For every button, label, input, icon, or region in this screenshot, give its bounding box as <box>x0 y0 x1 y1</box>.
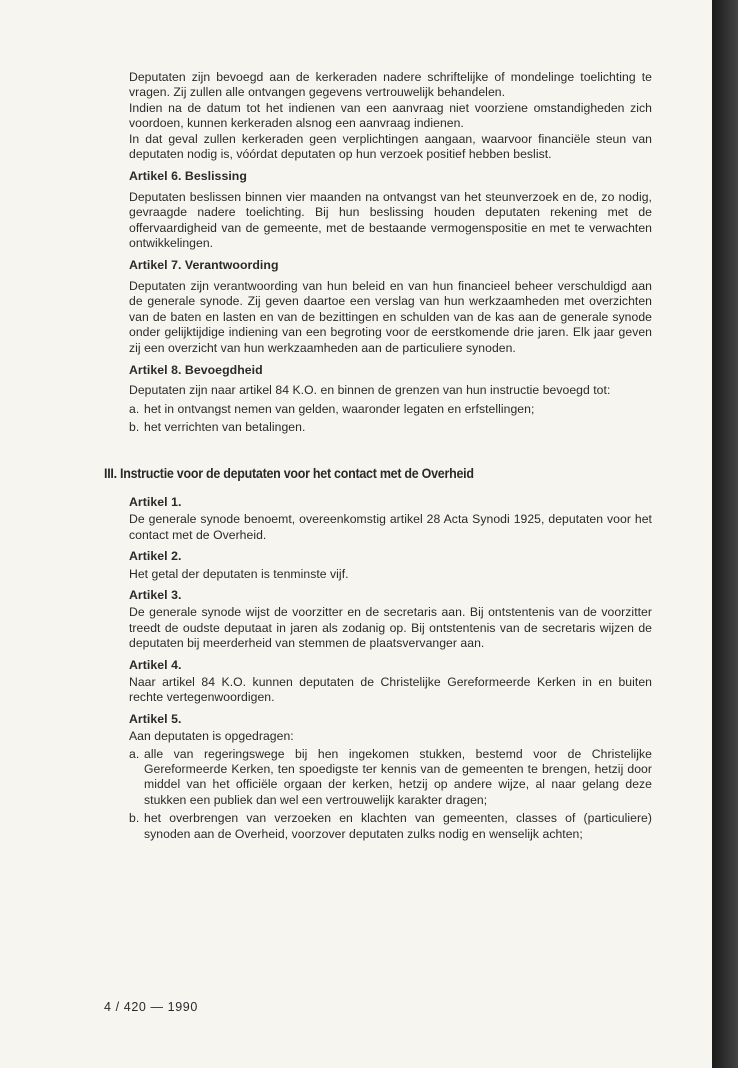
page-footer: 4 / 420 — 1990 <box>104 1000 198 1014</box>
article-2-heading: Artikel 2. <box>129 549 182 564</box>
list-text: het overbrengen van verzoeken en klachten van gemeenten, classes of (particuliere) synoden aan de Overheid, voorzover deputaten zulks nodig en wenselijk achten; <box>144 811 652 841</box>
list-item <box>129 747 652 809</box>
list-item <box>129 811 652 842</box>
list-label: a. <box>129 401 140 416</box>
intro-paragraph: Deputaten zijn bevoegd aan de kerkeraden nadere schriftelijke of mondelinge toelichting te vragen. Zij zullen alle ontvangen gegevens vertrouwelijk behandelen. <box>129 70 652 100</box>
article-5-heading: Artikel 5. <box>129 711 182 726</box>
article-3-text: De generale synode wijst de voorzitter en de secretaris aan. Bij ontstentenis van de voorzitter treedt de oudste deputaat in jaren als zodanig op. Bij ontstentenis van de secretaris wijzen de deputaten bij meerderheid van stemmen de plaatsvervanger aan. <box>129 605 652 651</box>
intro-paragraph: In dat geval zullen kerkeraden geen verplichtingen aangaan, waarvoor financiële steun van deputaten nodig is, vóórdat deputaten op hun verzoek positief hebben beslist. <box>129 131 652 162</box>
list-text: het verrichten van betalingen. <box>144 420 306 435</box>
article-3-heading: Artikel 3. <box>129 587 182 602</box>
section-title: III. Instructie voor de deputaten voor het contact met de Overheid <box>104 465 474 482</box>
list-label: b. <box>129 420 140 435</box>
document-body <box>104 70 652 842</box>
intro-paragraph: Indien na de datum tot het indienen van een aanvraag niet voorziene omstandigheden zich voordoen, kunnen kerkeraden alsnog een aanvraag indienen. <box>129 100 652 131</box>
article-4-text: Naar artikel 84 K.O. kunnen deputaten de Christelijke Gereformeerde Kerken in en buiten rechte vertegenwoordigen. <box>129 675 652 705</box>
article-8-text: Deputaten zijn naar artikel 84 K.O. en binnen de grenzen van hun instructie bevoegd tot: <box>129 383 611 398</box>
list-label: a. <box>129 746 140 761</box>
list-item <box>129 402 652 417</box>
article-7-text: Deputaten zijn verantwoording van hun beleid en van hun financieel beheer verschuldigd aan de generale synode. Zij geven daartoe een verslag van hun werkzaamheden met overzichten van de baten en lasten en van de bezittingen en schulden van de kas aan de generale synode onder gelijktijdige indiening van een begroting voor de eerstkomende drie jaren. Elk jaar geven zij een overzicht van hun werkzaamheden aan de particuliere synoden. <box>129 278 652 355</box>
list-item <box>129 420 652 435</box>
article-2-text: Het getal der deputaten is tenminste vijf. <box>129 566 349 581</box>
article-6-text: Deputaten beslissen binnen vier maanden na ontvangst van het steunverzoek en de, zo nodig, gevraagde nadere toelichting. Bij hun beslissing houden deputaten rekening met de offervaardigheid van de gemeente, met de bestaande vermogenspositie en met te verwachten ontwikkelingen. <box>129 189 652 251</box>
article-1-heading: Artikel 1. <box>129 494 182 509</box>
list-text: alle van regeringswege bij hen ingekomen stukken, bestemd voor de Christelijke Gereformeerde Kerken, ten spoedigste ter kennis van de gemeenten te brengen, hetzij door middel van het officiële orgaan der kerken, hetzij op andere wijze, al naar gelang deze stukken een publiek dan wel een vertrouwelijk karakter dragen; <box>144 746 652 807</box>
list-label: b. <box>129 811 140 826</box>
scan-edge <box>712 0 738 1068</box>
article-4-heading: Artikel 4. <box>129 657 182 672</box>
article-5-text: Aan deputaten is opgedragen: <box>129 729 294 744</box>
list-text: het in ontvangst nemen van gelden, waaronder legaten en erfstellingen; <box>144 401 535 416</box>
article-1-text: De generale synode benoemt, overeenkomstig artikel 28 Acta Synodi 1925, deputaten voor het contact met de Overheid. <box>129 512 652 542</box>
article-7-heading: Artikel 7. Verantwoording <box>129 258 279 273</box>
article-6-heading: Artikel 6. Beslissing <box>129 169 247 184</box>
article-8-heading: Artikel 8. Bevoegdheid <box>129 362 263 377</box>
